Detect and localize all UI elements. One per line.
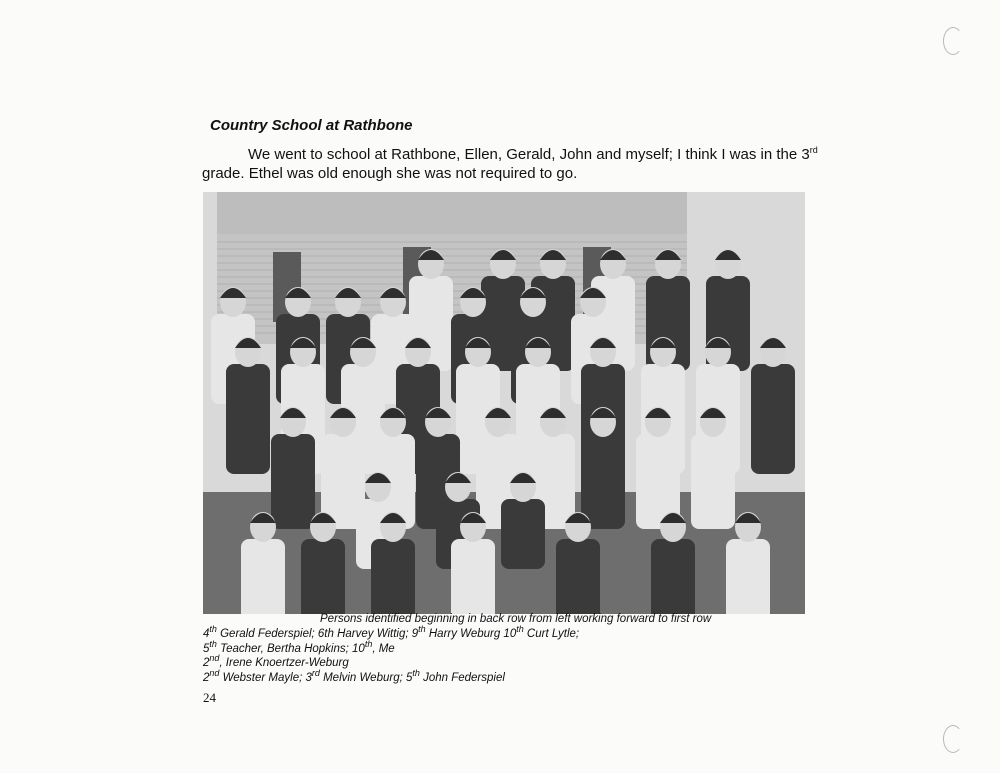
identification-text: Webster Mayle; 3 [219, 671, 312, 684]
identification-text: John Federspiel [419, 671, 505, 684]
student-body [556, 539, 600, 614]
identification-text: 5 [203, 642, 210, 655]
student-body [301, 539, 345, 614]
student-body [726, 539, 770, 614]
student-body [271, 434, 315, 529]
intro-text-1: We went to school at Rathbone, Ellen, Gerald, John and myself; I think I was in the 3 [248, 146, 810, 163]
identification-text: Curt Lytle; [523, 628, 580, 640]
student-body [651, 539, 695, 614]
identification-line [203, 653, 579, 671]
student-body [371, 539, 415, 614]
identification-text: 2 [203, 657, 210, 669]
identification-sup: th [412, 667, 420, 678]
intro-text-2: grade. Ethel was old enough she was not required to go. [202, 165, 578, 182]
punch-hole-top [943, 27, 963, 55]
identification-sup: nd [209, 653, 220, 664]
identification-text: 2 [203, 671, 210, 684]
student-body [751, 364, 795, 474]
identification-text: Teacher, Bertha Hopkins; 10 [216, 642, 365, 655]
student-body [691, 434, 735, 529]
page-number: 24 [203, 690, 216, 705]
identification-text: , Irene Knoertzer-Weburg [219, 657, 349, 669]
identification-text: Gerald Federspiel; 6th Harvey Wittig; 9 [216, 628, 419, 640]
punch-hole-bottom [943, 725, 963, 753]
identification-sup: th [364, 638, 373, 649]
intro-sup: rd [809, 145, 818, 155]
identification-text: Harry Weburg 10 [425, 628, 517, 640]
student-body [241, 539, 285, 614]
identification-text: 4 [203, 628, 210, 640]
photo-caption: Persons identified beginning in back row from left working forward to first row [320, 613, 712, 625]
student-body [451, 539, 495, 614]
identification-line [203, 638, 579, 657]
section-heading: Country School at Rathbone [210, 117, 413, 134]
student-body [501, 499, 545, 569]
identification-sup: th [418, 624, 426, 635]
school-roof [217, 192, 687, 237]
identification-sup: th [516, 624, 524, 635]
identification-sup: rd [311, 667, 320, 678]
identification-text: Melvin Weburg; 5 [319, 671, 413, 684]
identification-text: , Me [372, 642, 395, 655]
class-photo [203, 192, 805, 614]
student-body [581, 434, 625, 529]
student-body [226, 364, 270, 474]
identification-sup: th [209, 638, 217, 649]
identification-sup: th [209, 624, 217, 635]
identification-line [203, 667, 579, 686]
identifications-list [203, 624, 580, 685]
identification-sup: nd [209, 667, 220, 678]
intro-paragraph [202, 145, 822, 183]
identification-line [203, 624, 580, 642]
school-class-photo-icon [203, 192, 805, 614]
